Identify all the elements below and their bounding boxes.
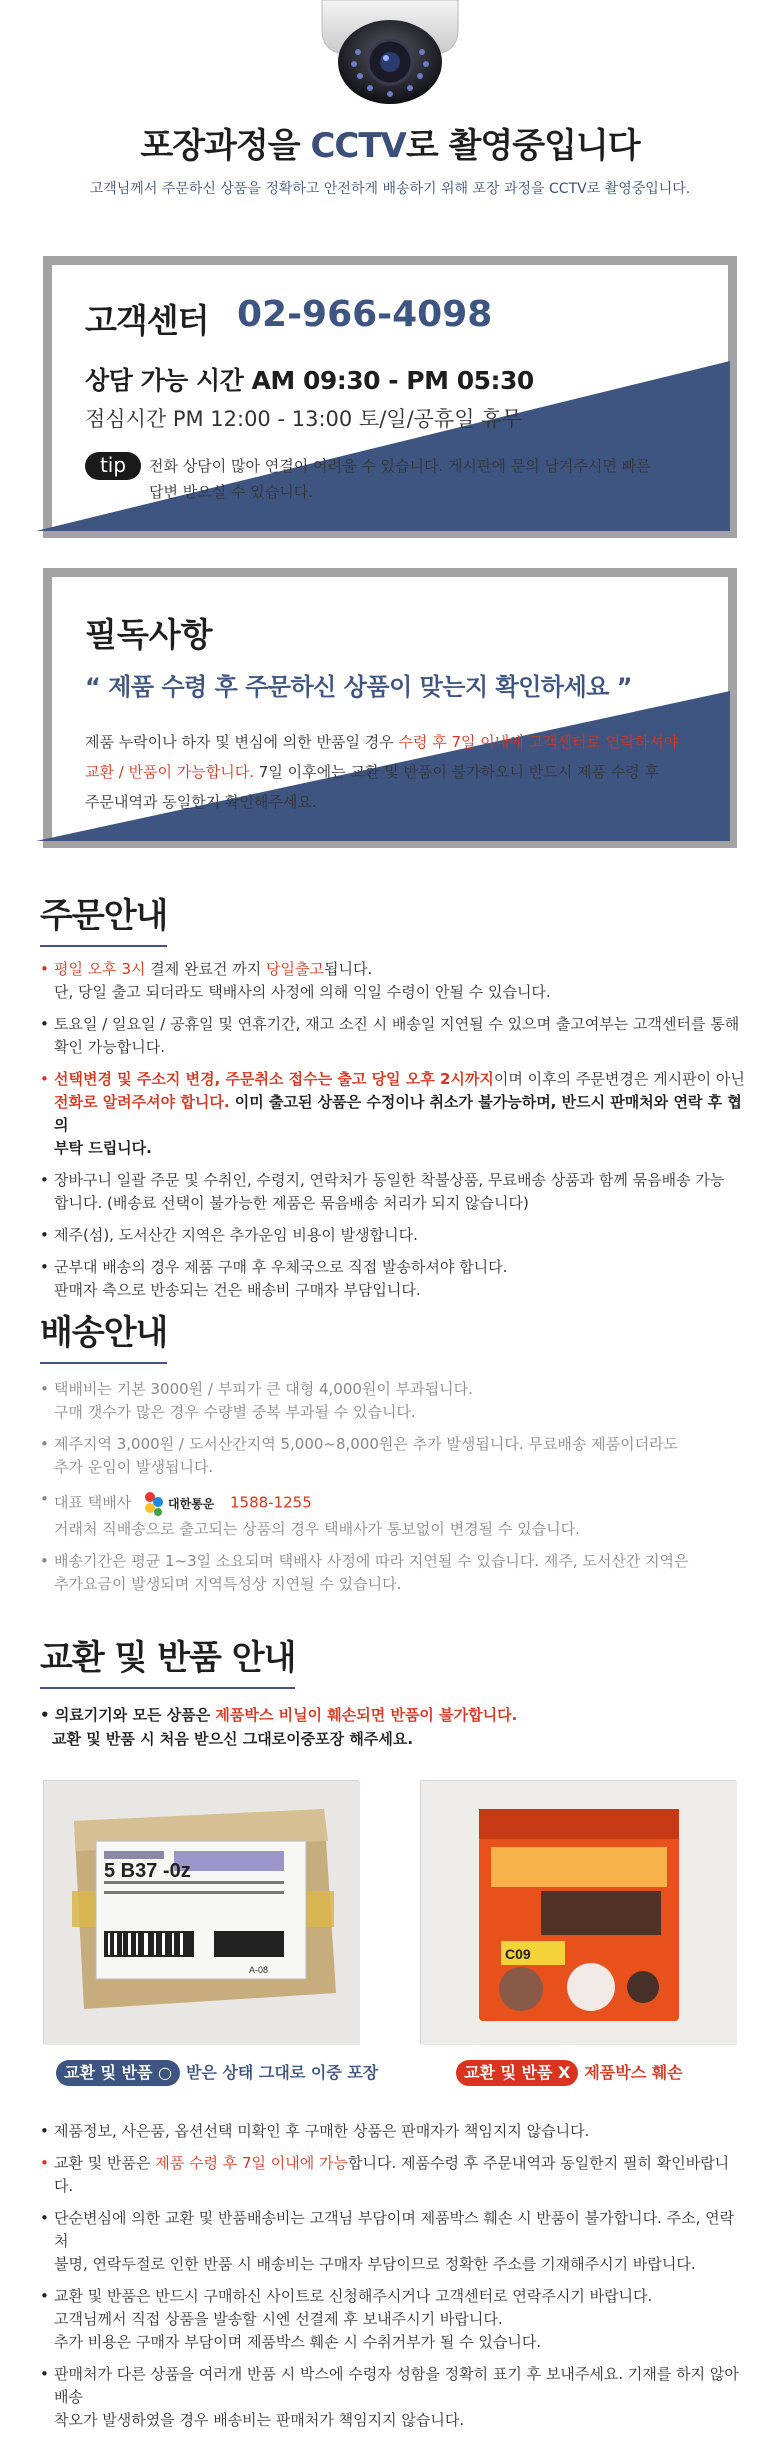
order-i3-red2: 전화로 알려주셔야 합니다. (54, 1093, 230, 1111)
box-label-text: 5 B37 -0z (104, 1860, 191, 1882)
customer-center-box (43, 256, 737, 538)
shipping-i1-line2: 구매 갯수가 많은 경우 수량별 중복 부과될 수 있습니다. (54, 1403, 416, 1421)
exchange-notice-red: 제품박스 비닐이 훼손되면 반품이 불가합니다. (215, 1706, 518, 1724)
list-item (40, 2285, 745, 2354)
exchange-r3-line1: • 단순변심에 의한 교환 및 반품배송비는 고객님 부담이며 제품박스 훼손 시 반품이 불가합니다. 주소, 연락처 (54, 2209, 735, 2250)
exchange-rules-list (40, 2120, 745, 2441)
exchange-section-title: 교환 및 반품 안내 (40, 1630, 295, 1685)
list-item (40, 1068, 745, 1160)
cctv-header (0, 0, 780, 210)
shipping-i2-line2: 추가 운임이 발생됩니다. (54, 1458, 214, 1476)
box-image (44, 1781, 360, 2045)
order-i1-red2: 당일출고 (266, 960, 325, 978)
lunch-hours: 점심시간 PM 12:00 - 13:00 토/일/공휴일 휴무 (85, 407, 522, 431)
cctv-subtitle: 고객님께서 주문하신 상품을 정확하고 안전하게 배송하기 위해 포장 과정을 CCTV로 촬영중입니다. (89, 181, 691, 197)
list-item (40, 1550, 745, 1596)
allowed-caption-text: 받은 상태 그대로 이중 포장 (185, 2063, 379, 2082)
shipping-i1-line1: • 택배비는 기본 3000원 / 부피가 큰 대형 4,000원이 부과됩니다. (54, 1380, 473, 1398)
exchange-r4-line2: 고객님께서 직접 상품을 발송할 시엔 선결제 후 보내주시기 바랍니다. (54, 2310, 503, 2328)
order-section-title: 주문안내 (40, 888, 167, 943)
order-i6-line1: • 군부대 배송의 경우 제품 구매 후 우체국으로 직접 발송하셔야 합니다. (54, 1258, 508, 1276)
order-i4-line1: • 장바구니 일괄 주문 및 수취인, 수령지, 연락처가 동일한 착불상품, 무료배송 상품과 함께 묶음배송 가능 (54, 1171, 725, 1189)
notice-body-3: 주문내역과 동일한지 확인해주세요. (85, 793, 317, 811)
tip-text-line2: 답변 받으실 수 있습니다. (149, 483, 313, 501)
exchange-r2-red: 제품 수령 후 7일 이내에 가능 (155, 2154, 349, 2172)
caption-allowed (56, 2060, 378, 2086)
list-item (40, 1256, 745, 1302)
notice-body-red-1: 수령 후 7일 이내에 고객센터로 연락하셔야 (398, 733, 679, 751)
shipping-i3-label: 대표 택배사 (54, 1493, 132, 1512)
notice-body-red-2: 교환 / 반품이 가능합니다. (85, 763, 255, 781)
shipping-section-title: 배송안내 (40, 1305, 167, 1360)
exchange-r4-line3: 추가 비용은 구매자 부담이며 제품박스 훼손 시 수취거부가 될 수 있습니다. (54, 2333, 542, 2351)
shipping-i4-line1: • 배송기간은 평균 1~3일 소요되며 택배사 사정에 따라 지연될 수 있습니다. 제주, 도서산간 지역은 (54, 1552, 689, 1570)
list-item (40, 2152, 745, 2198)
shipping-i3-phone: 1588-1255 (230, 1493, 312, 1512)
product-box-label: C09 (505, 1946, 531, 1962)
notice-quote: “ 제품 수령 후 주문하신 상품이 맞는지 확인하세요 ” (85, 673, 633, 701)
shipping-i2-line1: • 제주지역 3,000원 / 도서산간지역 5,000~8,000원은 추가 발생됩니다. 무료배송 제품이더라도 (54, 1435, 679, 1453)
consult-hours: 상담 가능 시간 AM 09:30 - PM 05:30 (85, 366, 534, 395)
exchange-notice-a: 의료기기와 모든 상품은 (54, 1706, 216, 1724)
list-item (40, 2120, 745, 2143)
product-box-image (421, 1781, 737, 2045)
notice-title: 필독사항 (85, 615, 213, 654)
exchange-r5-line1: • 판매처가 다른 상품을 여러개 반품 시 박스에 수령자 성함을 정확히 표기 후 보내주세요. 기재를 하지 않아 배송 (54, 2365, 739, 2406)
order-i2-line2: 확인 가능합니다. (54, 1038, 165, 1056)
order-i3-red: 선택변경 및 주소지 변경, 주문취소 접수는 출고 당일 오후 2시까지 (54, 1070, 494, 1088)
cctv-title (0, 118, 780, 167)
order-i1-b: 됩니다. (324, 960, 373, 978)
order-i5: • 제주(섬), 도서산간 지역은 추가운임 비용이 발생합니다. (54, 1226, 418, 1244)
notice-body (85, 727, 725, 817)
double-packed-box-photo (43, 1780, 359, 2044)
list-item (40, 2363, 745, 2432)
exchange-notice: • 의료기기와 모든 상품은 제품박스 비닐이 훼손되면 반품이 불가합니다. 교환 및 반품 시 처음 받으신 그대로이중포장 해주세요. (40, 1706, 518, 1748)
list-item (40, 2207, 745, 2276)
denied-caption-text: 제품박스 훼손 (584, 2063, 683, 2082)
denied-pill: 교환 및 반품 X (456, 2060, 578, 2086)
notice-body-2: 7일 이후에는 교환 및 반품이 불가하오니 반드시 제품 수령 후 (254, 763, 660, 781)
shipping-list (40, 1378, 745, 1605)
exchange-r3-line2: 불명, 연락두절로 인한 반품 시 배송비는 구매자 부담이므로 정확한 주소를 기재해주시기 바랍니다. (54, 2255, 696, 2273)
order-i3-a: 이며 이후의 주문변경은 게시판이 아닌 (493, 1070, 745, 1088)
tip-badge: tip (85, 452, 141, 480)
list-item (40, 1433, 745, 1479)
exchange-r2-b: 합니다. 제품수령 후 주문내역과 동일한지 필히 확인바랍니다. (54, 2154, 730, 2195)
list-item (40, 1488, 745, 1541)
order-i3-bold2: 부탁 드립니다. (54, 1139, 152, 1157)
notice-box (43, 568, 737, 848)
tip-text-line1: 전화 상담이 많아 연결이 어려울 수 있습니다. 게시판에 문의 남겨주시면 빠른 (149, 457, 651, 475)
order-i1-line2: 단, 당일 출고 되더라도 택배사의 사정에 의해 익일 수령이 안될 수 있습니다. (54, 983, 551, 1001)
exchange-r4-line1: • 교환 및 반품은 반드시 구매하신 사이트로 신청해주시거나 고객센터로 연락주시기 바랍니다. (54, 2287, 653, 2305)
shipping-i4-line2: 추가요금이 발생되며 지역특성상 지연될 수 있습니다. (54, 1575, 402, 1593)
cctv-camera-icon (318, 0, 462, 104)
notice-body-1: 제품 누락이나 하자 및 변심에 의한 반품일 경우 (85, 733, 399, 751)
list-item (40, 1013, 745, 1059)
order-i3-bold: 이미 출고된 상품은 수정이나 취소가 불가능하며, 반드시 판매처와 연락 후 협의 (54, 1093, 742, 1134)
cj-logistics-logo (140, 1488, 226, 1518)
order-i4-line2: 합니다. (배송료 선택이 불가능한 제품은 묶음배송 처리가 되지 않습니다) (54, 1194, 529, 1212)
cctv-title-highlight: CCTV (310, 126, 406, 166)
allowed-pill: 교환 및 반품 ○ (56, 2060, 180, 2086)
order-list (40, 958, 745, 1311)
order-i1-a: 결제 완료건 까지 (145, 960, 267, 978)
exchange-r2-a: 교환 및 반품은 (54, 2154, 156, 2172)
list-item (40, 1169, 745, 1215)
customer-center-title: 고객센터 (85, 301, 209, 340)
order-i6-line2: 판매자 측으로 반송되는 건은 배송비 구매자 부담입니다. (54, 1281, 421, 1299)
cctv-title-pre: 포장과정을 (140, 126, 311, 166)
box-code-text: A-08 (249, 1965, 269, 1975)
tip-text (149, 453, 709, 505)
exchange-r5-line2: 착오가 발생하였을 경우 배송비는 판매처가 책임지지 않습니다. (54, 2411, 465, 2429)
order-i2-line1: • 토요일 / 일요일 / 공휴일 및 연휴기간, 재고 소진 시 배송일 지연될 수 있으며 출고여부는 고객센터를 통해 (54, 1015, 740, 1033)
customer-center-phone[interactable]: 02-966-4098 (237, 294, 493, 335)
list-item (40, 958, 745, 1004)
caption-denied (456, 2060, 683, 2086)
list-item (40, 1224, 745, 1247)
order-i1-red: 평일 오후 3시 (54, 960, 146, 978)
cctv-title-post: 로 촬영중입니다 (405, 126, 640, 166)
damaged-product-box-photo (420, 1780, 736, 2044)
list-item (40, 1378, 745, 1424)
shipping-i3-line2: 거래처 직배송으로 출고되는 상품의 경우 택배사가 통보없이 변경될 수 있습니다. (54, 1520, 580, 1538)
cj-logo-text: 대한통운 (168, 1497, 215, 1511)
exchange-notice-line2: 교환 및 반품 시 처음 받으신 그대로이중포장 해주세요. (52, 1730, 414, 1748)
exchange-r1: • 제품정보, 사은품, 옵션선택 미확인 후 구매한 상품은 판매자가 책임지지 않습니다. (54, 2122, 590, 2140)
